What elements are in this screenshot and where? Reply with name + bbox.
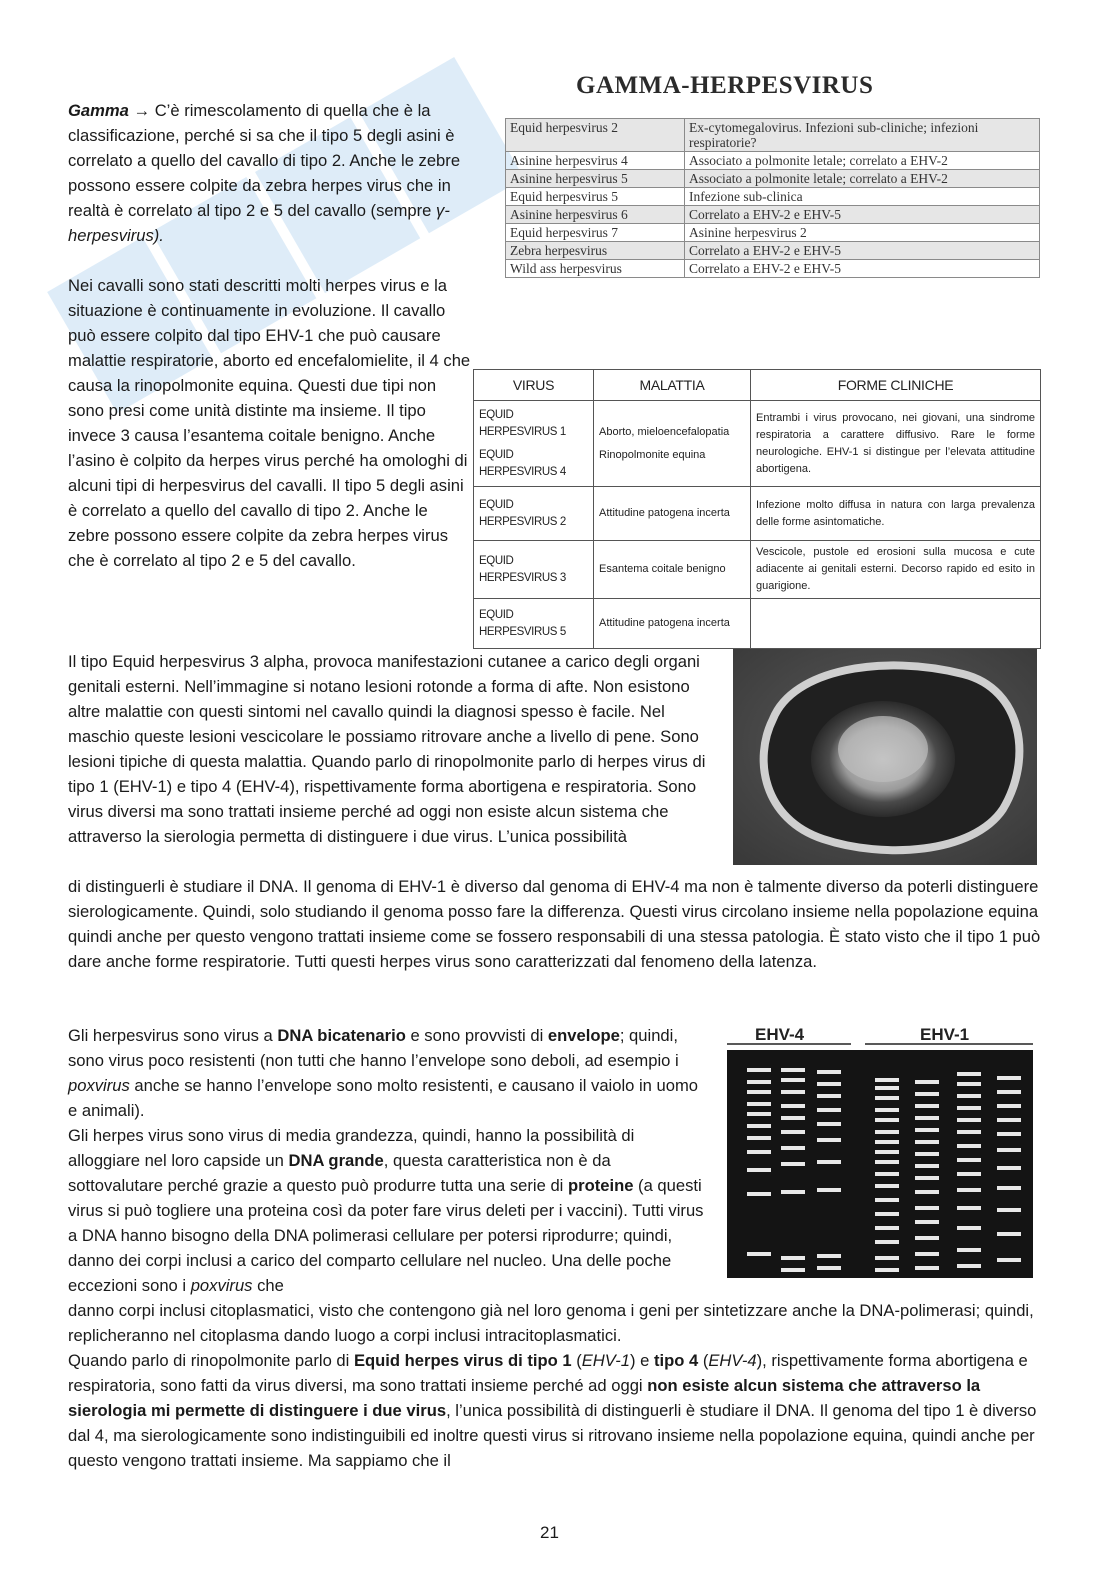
- gel-band: [781, 1090, 805, 1094]
- capsid-b2: proteine: [567, 1176, 634, 1195]
- dna-t3: ; quindi, sono virus poco resistenti (non tutti che hanno l’envelope sono deboli, ad esempio i: [68, 1026, 679, 1070]
- gamma-row: [506, 260, 1040, 278]
- clinical-row-ehv3: [474, 541, 1041, 599]
- malattia-ehv1: Aborto, mieloencefalopatia: [599, 425, 730, 438]
- gel-band: [957, 1144, 981, 1148]
- gamma-cell-note: Asinine herpesvirus 2: [685, 224, 1040, 242]
- gamma-cell-note: Correlato a EHV-2 e EHV-5: [685, 206, 1040, 224]
- gamma-cell-virus: Asinine herpesvirus 4: [506, 152, 685, 170]
- dna-i1: poxvirus: [68, 1076, 130, 1095]
- gel-band: [781, 1068, 805, 1072]
- gel-band: [915, 1104, 939, 1108]
- gel-band: [781, 1190, 805, 1194]
- gel-band: [875, 1240, 899, 1244]
- malattia-ehv4: Rinopolmonite equina: [599, 448, 706, 461]
- gel-band: [997, 1208, 1021, 1212]
- gel-band: [875, 1108, 899, 1112]
- gel-band: [817, 1070, 841, 1074]
- capsid-t2: , questa caratteristica non è da sottovalutare perché grazie a questo può produrre tutta una serie di: [68, 1151, 611, 1195]
- gel-band: [817, 1122, 841, 1126]
- forme-ehv2: Infezione molto diffusa in natura con larga prevalenza delle forme asintomatiche.: [751, 487, 1041, 541]
- gel-band: [997, 1258, 1021, 1262]
- gel-band: [781, 1078, 805, 1082]
- gamma-cell-virus: Wild ass herpesvirus: [506, 260, 685, 278]
- gel-band: [957, 1130, 981, 1134]
- gel-band: [875, 1172, 899, 1176]
- gel-band: [997, 1186, 1021, 1190]
- gamma-cell-note: Associato a polmonite letale; correlato a EHV-2: [685, 152, 1040, 170]
- ehv3-cont-text: di distinguerli è studiare il DNA. Il genoma di EHV-1 è diverso dal genoma di EHV-4 ma non è talmente diverso da poterli distinguere sierologicamente. Quindi, solo studiando il genoma posso fare la differenza. Questi virus circolano insieme nella popolazione equina quindi anche per questo vengono trattati insieme come se fossero responsabili di una stessa patologia. È stato visto che il tipo 1 può dare anche forme respiratorie. Tutti questi herpes virus sono caratterizzati dal fenomeno della latenza.: [68, 877, 1041, 971]
- gel-band: [781, 1104, 805, 1108]
- gamma-row: [506, 170, 1040, 188]
- gel-band: [747, 1124, 771, 1128]
- gel-band: [747, 1168, 771, 1172]
- last-t4: (: [698, 1351, 709, 1370]
- gel-band: [915, 1164, 939, 1168]
- gel-band: [781, 1130, 805, 1134]
- gel-band: [915, 1140, 939, 1144]
- dna-t4: anche se hanno l’envelope sono molto resistenti, e causano il vaiolo in uomo e animali).: [68, 1076, 699, 1120]
- forme-ehv1-4: Entrambi i virus provocano, nei giovani, una sindrome respiratoria a carattere diffusivo. Rare le forme neurologiche. EHV-1 si distingue per l’elevata attitudine abortigena.: [751, 401, 1041, 487]
- gamma-italic: γ-herpesvirus).: [68, 201, 450, 245]
- gel-band: [997, 1166, 1021, 1170]
- gel-band: [997, 1076, 1021, 1080]
- last-b2: tipo 4: [653, 1351, 699, 1370]
- paragraph-dna: [68, 1023, 708, 1123]
- gamma-cell-note: Infezione sub-clinica: [685, 188, 1040, 206]
- lesion-photo: [733, 649, 1037, 865]
- arrow-glyph: →: [128, 101, 155, 120]
- gel-band: [747, 1192, 771, 1196]
- gel-band: [957, 1206, 981, 1210]
- gel-band: [781, 1256, 805, 1260]
- gamma-cell-virus: Equid herpesvirus 5: [506, 188, 685, 206]
- gel-band: [915, 1206, 939, 1210]
- gel-band: [747, 1150, 771, 1154]
- gamma-cell-virus: Asinine herpesvirus 5: [506, 170, 685, 188]
- gamma-cell-virus: Equid herpesvirus 7: [506, 224, 685, 242]
- last-t1: Quando parlo di rinopolmonite parlo di: [68, 1351, 354, 1370]
- gel-band: [957, 1188, 981, 1192]
- gel-electrophoresis-image: [725, 1020, 1035, 1278]
- gel-band: [817, 1188, 841, 1192]
- gamma-row: [506, 206, 1040, 224]
- gel-band: [957, 1226, 981, 1230]
- gel-band: [915, 1190, 939, 1194]
- gel-band: [997, 1118, 1021, 1122]
- gamma-row: [506, 188, 1040, 206]
- last-t6: , l’unica possibilità di distinguerli è studiare il DNA. Il genoma del tipo 1 è diverso dal 4, ma sierologicamente sono indistinguibili ed inoltre questi virus si ritrovano insieme nella popolazione equina, quindi anche per questo vengono trattati insieme. Ma sappiamo che il: [68, 1401, 1037, 1470]
- capsid-cont-text: danno corpi inclusi citoplasmatici, visto che contengono già nel loro genoma i geni per sintetizzare anche la DNA-polimerasi; quindi, replicheranno nel citoplasma dando luogo a corpi inclusi intracitoplasmatici.: [68, 1301, 1034, 1345]
- paragraph-ehv3-continued: [68, 874, 1048, 974]
- gel-band: [747, 1068, 771, 1072]
- gel-band: [781, 1116, 805, 1120]
- gel-band: [957, 1082, 981, 1086]
- capsid-t1: Gli herpes virus sono virus di media grandezza, quindi, hanno la possibilità di alloggiare nel loro capside un: [68, 1126, 635, 1170]
- gel-band: [957, 1106, 981, 1110]
- gel-band: [957, 1118, 981, 1122]
- gamma-cell-virus: Asinine herpesvirus 6: [506, 206, 685, 224]
- page-number: 21: [540, 1523, 559, 1542]
- gel-band: [875, 1198, 899, 1202]
- gel-band: [875, 1160, 899, 1164]
- gel-band: [747, 1102, 771, 1106]
- gel-band: [817, 1266, 841, 1270]
- horses-text: Nei cavalli sono stati descritti molti herpes virus e la situazione è continuamente in evoluzione. Il cavallo può essere colpito dal tipo EHV-1 che può causare malattie respiratorie, aborto ed encefalomielite, il 4 che causa la rinopolmonite equina. Questi due tipi non sono presi come unità distinte ma insieme. Il tipo invece 3 causa l’esantema coitale benigno. Anche l’asino è colpito da herpes virus perché ha omologhi di alcuni tipi di herpesvirus del cavalli. Il tipo 5 degli asini è correlato a quello del cavallo di tipo 2. Anche le zebre possono essere colpite da zebra herpes virus che è correlato al tipo 2 e 5 del cavallo.: [68, 276, 471, 570]
- paragraph-capsid-continued: [68, 1298, 1048, 1348]
- gel-band: [875, 1268, 899, 1272]
- virus-ehv3: EQUID HERPESVIRUS 3: [474, 541, 594, 599]
- dna-t1: Gli herpesvirus sono virus a: [68, 1026, 278, 1045]
- gel-band: [875, 1118, 899, 1122]
- gel-band: [747, 1112, 771, 1116]
- paragraph-horses: [68, 273, 483, 573]
- gel-band: [875, 1130, 899, 1134]
- virus-ehv4: EQUID HERPESVIRUS 4: [479, 448, 566, 478]
- gel-band: [875, 1086, 899, 1090]
- paragraph-ehv3: [68, 649, 718, 849]
- gel-band: [875, 1150, 899, 1154]
- gel-band: [817, 1108, 841, 1112]
- gel-band: [875, 1184, 899, 1188]
- gel-band: [875, 1212, 899, 1216]
- last-t2: (: [571, 1351, 582, 1370]
- gel-band: [915, 1252, 939, 1256]
- gamma-cell-note: Correlato a EHV-2 e EHV-5: [685, 242, 1040, 260]
- last-i2: EHV-4: [708, 1351, 757, 1370]
- last-b1: Equid herpes virus di tipo 1: [353, 1351, 572, 1370]
- malattia-ehv2: Attitudine patogena incerta: [594, 487, 751, 541]
- gel-band: [747, 1090, 771, 1094]
- gel-band: [997, 1232, 1021, 1236]
- gel-band: [915, 1092, 939, 1096]
- gel-band: [915, 1080, 939, 1084]
- capsid-b1: DNA grande: [288, 1151, 384, 1170]
- header-forme: FORME CLINICHE: [751, 370, 1041, 401]
- gamma-row: [506, 242, 1040, 260]
- gel-band: [817, 1094, 841, 1098]
- gamma-row: [506, 119, 1040, 152]
- virus-ehv5: EQUID HERPESVIRUS 5: [474, 599, 594, 649]
- gel-band: [997, 1104, 1021, 1108]
- gel-band: [781, 1162, 805, 1166]
- clinical-row-ehv5: [474, 599, 1041, 649]
- gel-band: [817, 1082, 841, 1086]
- gel-band: [915, 1152, 939, 1156]
- gel-band: [875, 1256, 899, 1260]
- capsid-t4: che: [252, 1276, 284, 1295]
- gel-band: [875, 1226, 899, 1230]
- ehv3-text: Il tipo Equid herpesvirus 3 alpha, provoca manifestazioni cutanee a carico degli organi genitali esterni. Nell’immagine si notano lesioni rotonde a forma di afte. Non esistono altre malattie con questi sintomi nel cavallo quindi la diagnosi spesso è facile. Nel maschio queste lesioni vescicolare le possiamo ritrovare anche a livello di pene. Sono lesioni tipiche di questa malattia. Quando parlo di rinopolmonite parlo di herpes virus di tipo 1 (EHV-1) e tipo 4 (EHV-4), rispettivamente forma abortigena e respiratoria. Sono virus diversi ma sono trattati insieme perché ad oggi non esiste alcun sistema che attraverso la sierologia permetta di distinguere i due virus. L’unica possibilità: [68, 652, 706, 846]
- gel-band: [997, 1148, 1021, 1152]
- gamma-cell-virus: Equid herpesvirus 2: [506, 119, 685, 152]
- gel-band: [747, 1136, 771, 1140]
- gel-band: [957, 1248, 981, 1252]
- virus-ehv2: EQUID HERPESVIRUS 2: [474, 487, 594, 541]
- dna-t2: e sono provvisti di: [405, 1026, 548, 1045]
- capsid-i1: poxvirus: [190, 1276, 253, 1295]
- gamma-table-title: GAMMA-HERPESVIRUS: [576, 72, 874, 99]
- gel-band: [781, 1268, 805, 1272]
- gamma-herpesvirus-table: [505, 118, 1040, 278]
- gamma-cell-note: Ex-cytomegalovirus. Infezioni sub-cliniche; infezioni respiratorie?: [685, 119, 1040, 152]
- clinical-forms-table: [473, 369, 1041, 649]
- forme-ehv5: [751, 599, 1041, 649]
- gamma-cell-virus: Zebra herpesvirus: [506, 242, 685, 260]
- malattia-ehv3: Esantema coitale benigno: [594, 541, 751, 599]
- gel-band: [957, 1072, 981, 1076]
- paragraph-last: [68, 1348, 1048, 1473]
- gamma-cell-note: Correlato a EHV-2 e EHV-5: [685, 260, 1040, 278]
- gel-band: [747, 1252, 771, 1256]
- gel-band: [875, 1140, 899, 1144]
- gel-band: [915, 1266, 939, 1270]
- gel-band: [915, 1176, 939, 1180]
- gel-band: [957, 1172, 981, 1176]
- gel-label-ehv1: EHV-1: [920, 1025, 970, 1044]
- gel-band: [997, 1132, 1021, 1136]
- gel-band: [781, 1146, 805, 1150]
- paragraph-capsid: [68, 1123, 708, 1298]
- gel-band: [957, 1264, 981, 1268]
- gel-band: [957, 1158, 981, 1162]
- gamma-cell-note: Associato a polmonite letale; correlato a EHV-2: [685, 170, 1040, 188]
- gel-band: [915, 1236, 939, 1240]
- header-malattia: MALATTIA: [594, 370, 751, 401]
- gel-band: [817, 1138, 841, 1142]
- header-virus: VIRUS: [474, 370, 594, 401]
- dna-b1: DNA bicatenario: [277, 1026, 406, 1045]
- gel-band: [915, 1128, 939, 1132]
- gamma-row: [506, 224, 1040, 242]
- gel-band: [817, 1254, 841, 1258]
- last-i1: EHV-1: [581, 1351, 630, 1370]
- gel-band: [957, 1094, 981, 1098]
- gel-band: [997, 1090, 1021, 1094]
- last-t5: ), rispettivamente forma abortigena e respiratoria, sono fatti da virus diversi, ma sono trattati insieme perché ad oggi: [68, 1351, 1028, 1395]
- gel-band: [915, 1116, 939, 1120]
- clinical-header-row: [474, 370, 1041, 401]
- forme-ehv3: Vescicole, pustole ed erosioni sulla mucosa e cute adiacente ai genitali esterni. Decorso rapido ed esito in guarigione.: [751, 541, 1041, 599]
- gel-label-ehv4: EHV-4: [755, 1025, 805, 1044]
- last-t3: ) e: [629, 1351, 654, 1370]
- gel-band: [817, 1160, 841, 1164]
- clinical-row-ehv1-4: [474, 401, 1041, 487]
- gel-band: [915, 1220, 939, 1224]
- clinical-row-ehv2: [474, 487, 1041, 541]
- gel-band: [875, 1078, 899, 1082]
- dna-b2: envelope: [547, 1026, 620, 1045]
- gel-band: [747, 1080, 771, 1084]
- malattia-ehv5: Attitudine patogena incerta: [594, 599, 751, 649]
- last-b3: non esiste alcun sistema che attraverso la sierologia mi permette di distinguere i due virus: [68, 1376, 981, 1420]
- paragraph-gamma: [68, 98, 483, 248]
- gamma-text: C’è rimescolamento di quella che è la classificazione, perché si sa che il tipo 5 degli asini è correlato a quello del cavallo di tipo 2. Anche le zebre possono essere colpite da zebra herpes virus che in realtà è correlato al tipo 2 e 5 del cavallo (sempre: [68, 101, 461, 220]
- gamma-row: [506, 152, 1040, 170]
- virus-ehv1: EQUID HERPESVIRUS 1: [479, 408, 566, 438]
- gel-band: [875, 1096, 899, 1100]
- capsid-t3: (a questi virus si può togliere una proteina così da poter fare virus deleti per i vaccini). Tutti virus a DNA hanno bisogno della DNA polimerasi cellulare per potersi riprodurre; quindi, danno dei corpi inclusi a carico del comparto cellulare nel nucleo. Una delle poche eccezioni sono i: [68, 1176, 704, 1295]
- gamma-label: Gamma: [68, 101, 129, 120]
